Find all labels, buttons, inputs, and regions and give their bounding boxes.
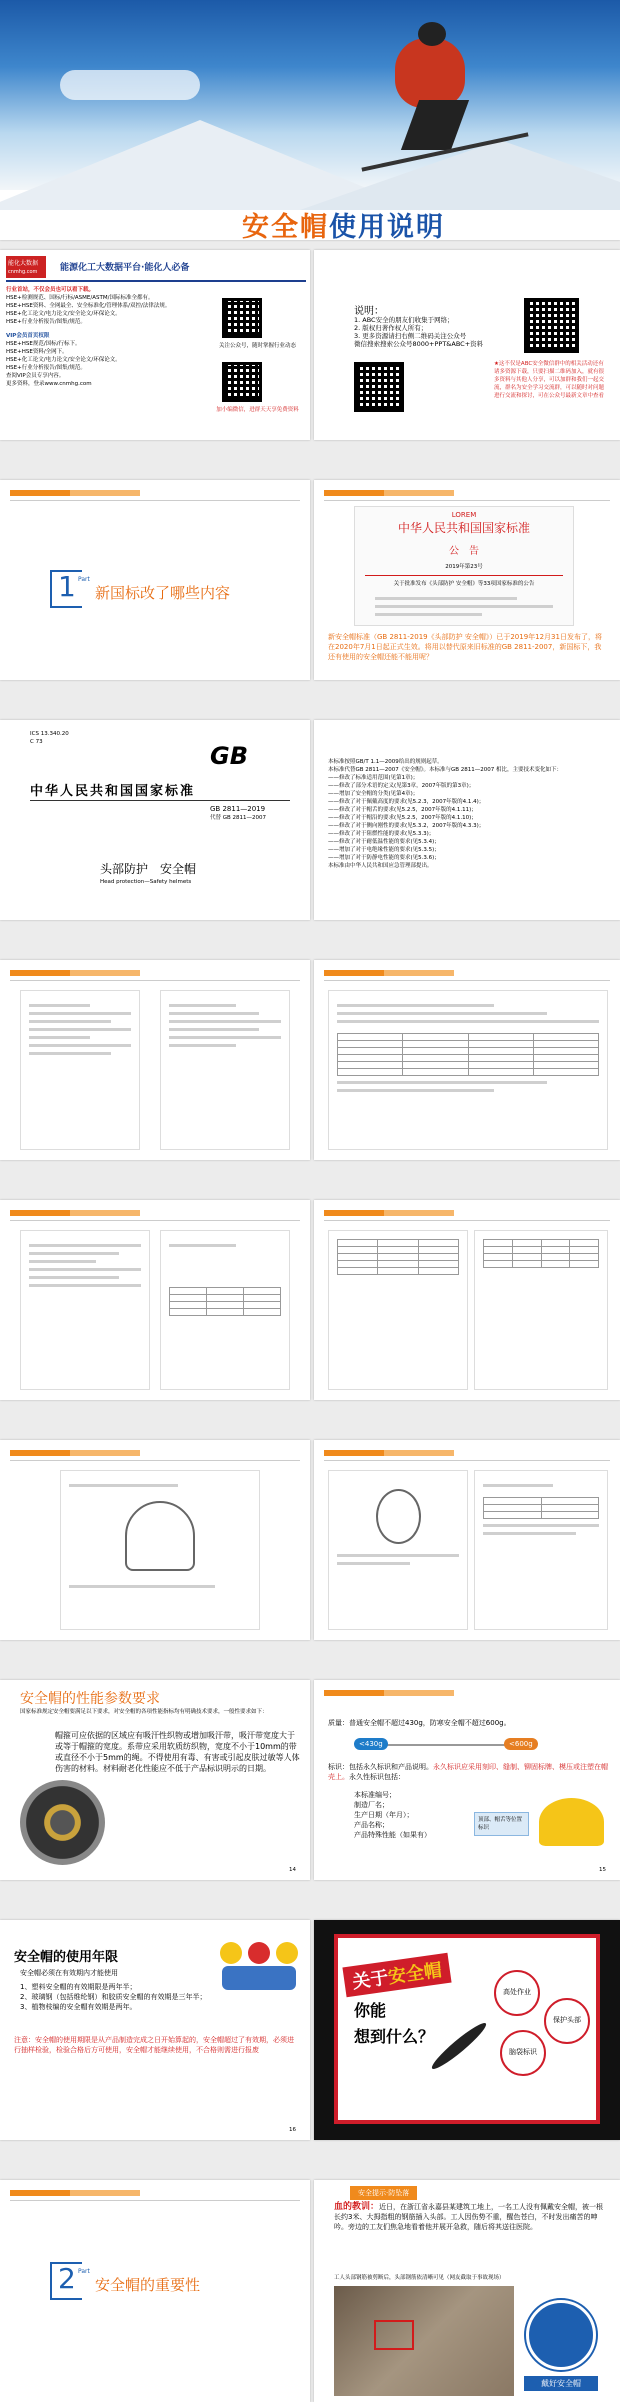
promo-text: ★这不仅是ABC安全微信群中的相关活动还有诸多资源下载，只要扫描二维码加入，就有很多资料与其他人分享，可以加群和我们一起交流，群名为安全学习交流群，可以随时对问题进行交流和探讨，可在公众号最新文章中查看 [494,361,605,399]
top-bar-light [384,970,454,976]
worker-body [222,1966,296,1990]
weight-text: 质量：普通安全帽不超过430g，防寒安全帽不超过600g。 [328,1719,511,1727]
helmet-interior-photo [20,1780,105,1865]
doc-line [29,1276,119,1279]
life-note: 注意：安全帽的使用期限是从产品制造完成之日开始算起的，安全帽超过了有效期，必须进行抽样检验，检验合格后方可使用，安全帽才能继续使用，不合格则需进行报废 [14,2036,294,2054]
top-bar-light [384,490,454,496]
worker-figure [220,1942,242,1964]
doc-line [337,1020,599,1023]
part-label: Part [78,2268,90,2275]
doc-page [60,1470,260,1630]
slide-performance [0,1680,310,1880]
life-item: 2、玻璃钢（包括维纶钢）和胶质安全帽的有效期是三年半； [20,1993,207,2001]
doc-page [328,1230,468,1390]
slide-changes [314,720,620,920]
change-item: ——修改了对于佩戴高度的要求(见5.2.3，2007年版的4.1.4)； [328,799,485,805]
slide-think [314,1920,620,2140]
section2-title: VIP会员首页权限 [6,333,50,339]
accident-photo [334,2286,514,2396]
note: 1. ABC安全的朋友们收集于网络； [354,316,454,324]
vip-item: HSE+化工论文/电力论文/安全论文/环保论文。 [6,357,121,363]
doc-line [337,1562,410,1565]
doc-line [375,597,517,600]
think-title-b: 安全帽 [386,1959,444,1989]
part-label: Part [78,576,90,583]
title-b: 使用说明 [329,212,445,240]
doc-year: 2019年第23号 [445,564,483,570]
weight-badge: <600g [504,1738,538,1750]
label-item: 产品名称； [354,1821,389,1829]
life-item: 3、植物枝编的安全帽有效期是两年。 [20,2003,137,2011]
slide-platform-ad [0,250,310,440]
think-line2: 你能 [354,2001,387,2020]
ics: ICS 13.340.20 [30,731,69,737]
doc-line [29,1004,90,1007]
top-bar-light [70,1450,140,1456]
doc-line [29,1284,141,1287]
doc-line [29,1252,119,1255]
vip-item: HSE+HSE资料/全网下。 [6,349,68,355]
gb-title-en: Head protection—Safety helmets [100,879,192,885]
doc-page [328,1470,468,1630]
doc-line [169,1036,281,1039]
doc-table [337,1033,599,1076]
doc-page [20,1230,150,1390]
change-item: ——修改了部分术语的定义(见第3章，2007年版的第3章)； [328,783,475,789]
item: HSE+行业分析报告/图集/规范。 [6,319,86,325]
vip-item: HSE+行业分析报告/图集/规范。 [6,365,86,371]
vip-item: 查阅VIP会员专享内容。 [6,373,65,379]
doc-page [474,1470,608,1630]
top-bar [324,1450,384,1456]
section1-title: 行业首站，不仅会员也可以看下载。 [6,287,95,293]
top-rule [324,1460,610,1461]
lesson-caption: 工人头部钢筋被剪断后，头部钢筋依清晰可见（网友截取于事故现场） [334,2275,505,2281]
doc-table [337,1239,459,1275]
doc-line [29,1012,131,1015]
doc-page-slide [314,1440,620,1640]
part-number: 1 [58,570,76,603]
slide-weight [314,1680,620,1880]
change-item: ——增加了安全帽的分类(见第4章)； [328,791,419,797]
slide-part2 [0,2180,310,2402]
top-bar-light [70,2190,140,2196]
change-item: ——增加了对于电绝缘性能的要求(见5.3.5)； [328,847,440,853]
item: HSE+HSE资料、全网最全、安全标准化/管理体系/双控/法律法规。 [6,303,171,309]
slide-part1 [0,480,310,680]
doc-line [169,1020,281,1023]
change-item: ——修改了对于帽沿的要求(见5.2.5，2007年版的4.1.10)； [328,815,477,821]
qr-caption: 加小编微信，进群天天享免费资料 [216,407,299,413]
page-number: 14 [289,1867,296,1873]
top-rule [324,1220,610,1221]
logo-box [6,256,46,278]
header-rule [30,800,290,801]
perf-body: 帽箍可应依据的区域应有吸汗性织物或增加吸汗带，吸汗带宽度大于或等于帽箍的宽度。系带应采用软质纺织物，宽度不小于10mm的带或直径不小于5mm的绳。不得使用有毒、有害或引起皮肤过敏等人体伤害的材料。材料耐老化性能应不低于产品标识明示的日期。 [55,1731,300,1773]
top-rule [324,500,610,501]
top-rule [324,980,610,981]
top-bar-light [70,490,140,496]
slide-gb-cover [0,720,310,920]
doc-page-slide [314,1200,620,1400]
slide-cover [0,0,620,240]
ccs: C 73 [30,739,43,745]
top-bar-light [70,1210,140,1216]
item: HSE+检测规范、国标/行标/ASME/ASTM/国际标准全都有。 [6,295,154,301]
doc-table [483,1497,599,1519]
thought-bubble: 保护头部 [544,1998,590,2044]
note: 2. 版权归著作权人所有； [354,324,428,332]
doc-line [375,605,553,608]
headline: 能源化工大数据平台·能化人必备 [60,263,190,273]
gb-replace: 代替 GB 2811—2007 [210,815,267,821]
slide-lesson [314,2180,620,2402]
worker-figures [220,1942,300,1992]
label-item: 制造厂名； [354,1801,389,1809]
page-number: 15 [599,1867,606,1873]
label-text [328,1762,613,1782]
doc-page [160,990,290,1150]
top-rule [10,980,300,981]
replace-text: 本标准代替GB 2811—2007《安全帽》。本标准与GB 2811—2007 相比，主要技术变化如下： [328,767,563,773]
label-list [354,1790,431,1840]
think-title-a: 关于 [351,1967,390,1994]
doc-line [29,1052,111,1055]
vip-item: HSE+HSE规范/国标/行标下。 [6,341,81,347]
doc-line [29,1028,131,1031]
skier-figure [395,38,465,108]
label-item: 生产日期（年月）； [354,1811,414,1819]
gb-logo: GB [210,742,248,770]
perf-title: 安全帽的性能参数要求 [20,1691,160,1707]
lesson-text [334,2202,604,2232]
doc-line [29,1244,141,1247]
lesson-body: 近日，在浙江省永嘉县某建筑工地上，一名工人没有佩戴安全帽，被一根长约3米、大拇指粗的钢筋插入头部。工人因伤势不重，醒色苍白，不时发出痛苦的呻吟。旁边的工友们焦急地看着他并展开急救，随后将其送往医院。 [334,2203,604,2231]
label-a: 标识：包括永久标识和产品说明。 [328,1763,433,1771]
notes-list [354,316,489,348]
change-item: ——修改了对于阻燃性能的要求(见5.3.3)； [328,831,435,837]
note: 3. 更多资源请扫右侧二维码关注公众号 微信搜索搜索公众号8000+PPT&ABC+资料 [354,332,484,348]
cloud-shape [60,70,200,100]
headline-rule [6,280,306,282]
logo-text: 能化大数据 [8,260,39,267]
sign-label: 戴好安全帽 [524,2376,598,2391]
highlight-box [374,2320,414,2350]
doc-page-slide [0,1200,310,1400]
think-line3: 想到什么？ [354,2027,435,2046]
helmet-sign-icon [526,2300,596,2370]
top-rule [10,500,300,501]
label-c: 永久性标识包括： [349,1773,405,1781]
doc-page [160,1230,290,1390]
doc-line [337,1081,547,1084]
intro-column [6,286,206,388]
doc-line [69,1585,215,1588]
change-item: ——增加了对于防静电性能的要求(见5.3.6)； [328,855,440,861]
top-bar [324,1690,384,1696]
doc-line [169,1028,259,1031]
doc-line [337,1012,547,1015]
doc-line [483,1484,553,1487]
label-b: 永久标识应采用刻印、缝制、铆固标牌、模压或注塑在帽壳上。 [328,1763,608,1781]
thought-bubble: 高处作业 [494,1970,540,2016]
label-item: 产品特殊性能（如果有） [354,1831,431,1839]
doc-page-slide [0,1440,310,1640]
doc-line [29,1268,141,1271]
top-bar [10,2190,70,2196]
doc-card [354,506,574,626]
doc-line [29,1260,96,1263]
top-bar-light [384,1690,454,1696]
tag-label: 安全提示·防坠落 [350,2186,417,2200]
change-item: ——修改了对于耐低温性能的要求(见5.3.4)； [328,839,440,845]
doc-sub: 公 告 [449,546,479,557]
doc-line [169,1004,236,1007]
doc-page [328,990,608,1150]
skier-helmet [418,22,446,46]
doc-line [169,1244,236,1247]
slide-service-life [0,1920,310,2140]
top-bar [324,490,384,496]
perf-intro: 国家标准规定安全帽要满足以下要求，对安全帽的各项性能指标均有明确技术要求，一般性要求如下： [20,1709,268,1715]
logo-url: cnmhg.com [8,269,38,275]
doc-page [474,1230,608,1390]
doc-line [169,1012,259,1015]
doc-line [375,613,482,616]
doc-line [29,1036,90,1039]
qr-code-icon [354,362,404,412]
gb-header: 中华人民共和国国家标准 [30,784,196,799]
doc-line [337,1004,494,1007]
qr-code-icon [222,362,262,402]
slide-announcement [314,480,620,680]
top-rule [10,2200,300,2201]
worker-figure [276,1942,298,1964]
thought-bubble: 脑袋标识 [500,2030,546,2076]
intro: 本标准按照GB/T 1.1—2009给出的规则起草。 [328,759,443,765]
doc-page-slide [314,960,620,1160]
announcement-body: 新安全帽标准（GB 2811-2019《头部防护 安全帽》）已于2019年12月31日发布了，将在2020年7月1日起正式生效。将用以替代原来旧标准的GB 2811-2007，新国标下，我还有使用的安全帽还能不能用呢？ [328,633,602,661]
helmet-diagram [125,1501,195,1571]
footer: 本标准由中华人民共和国应急管理部提出。 [328,863,433,869]
top-bar [324,1210,384,1216]
top-bar-light [384,1450,454,1456]
doc-rule [365,575,563,576]
lesson-label: 血的教训： [334,2202,380,2212]
reg-link[interactable]: 更多资料，登录www.cnmhg.com [6,381,92,387]
doc-line [169,1044,236,1047]
page-number: 16 [289,2127,296,2133]
part-title: 新国标改了哪些内容 [95,584,231,602]
change-item: ——修改了对于帽舌的要求(见5.2.5，2007年版的4.1.11)； [328,807,477,813]
doc-line [483,1532,576,1535]
doc-line [69,1484,178,1487]
doc-line [337,1554,459,1557]
life-title: 安全帽的使用年限 [14,1950,119,1965]
doc-page-slide [0,960,310,1160]
top-rule [10,1460,300,1461]
doc-line [29,1020,111,1023]
doc-line [337,1089,494,1092]
gb-title-cn: 头部防护 安全帽 [100,862,197,876]
top-bar [10,1450,70,1456]
doc-desc: 关于批准发布《头部防护 安全帽》等33项国家标准的公告 [393,581,535,587]
gb-number: GB 2811—2019 [210,805,266,813]
lorem: LOREM [451,511,477,519]
life-list [20,1982,240,2012]
qr-code-icon [524,298,579,353]
slide-notes [314,250,620,440]
top-bar [10,970,70,976]
slide-title [242,205,445,240]
doc-line [483,1524,599,1527]
qr-code-icon [222,298,262,338]
doc-table [169,1287,281,1316]
doc-page [20,990,140,1150]
top-bar-light [384,1210,454,1216]
notes-title: 说明： [354,306,384,317]
part-title: 安全帽的重要性 [95,2276,201,2294]
change-item: ——修改了标准适用范围(见第1章)； [328,775,419,781]
doc-header: 中华人民共和国国家标准 [397,521,530,535]
yellow-helmet [539,1798,604,1846]
top-rule [10,1220,300,1221]
title-a: 安全帽 [242,212,329,240]
life-item: 1、塑料安全帽的有效期限是两年半； [20,1983,137,1991]
weight-badge: <430g [354,1738,388,1750]
life-intro: 安全帽必须在有效期内才能使用 [20,1969,118,1977]
qr-caption: 关注公众号，随时掌握行业动态 [218,343,296,349]
doc-line [29,1044,131,1047]
doc-table [483,1239,599,1268]
top-bar-light [70,970,140,976]
helmet-diagram [376,1489,421,1544]
label-item: 本标准编号； [354,1791,396,1799]
change-item: ——修改了对于侧向刚性的要求(见5.3.2，2007年版的4.3.3)； [328,823,485,829]
top-bar [324,970,384,976]
worker-figure [248,1942,270,1964]
top-bar [10,1210,70,1216]
label-callout: 顶部、帽舌等位置标识 [474,1812,529,1836]
item: HSE+化工论文/电力论文/安全论文/环保论文。 [6,311,121,317]
part-number: 2 [58,2262,76,2295]
top-bar [10,490,70,496]
